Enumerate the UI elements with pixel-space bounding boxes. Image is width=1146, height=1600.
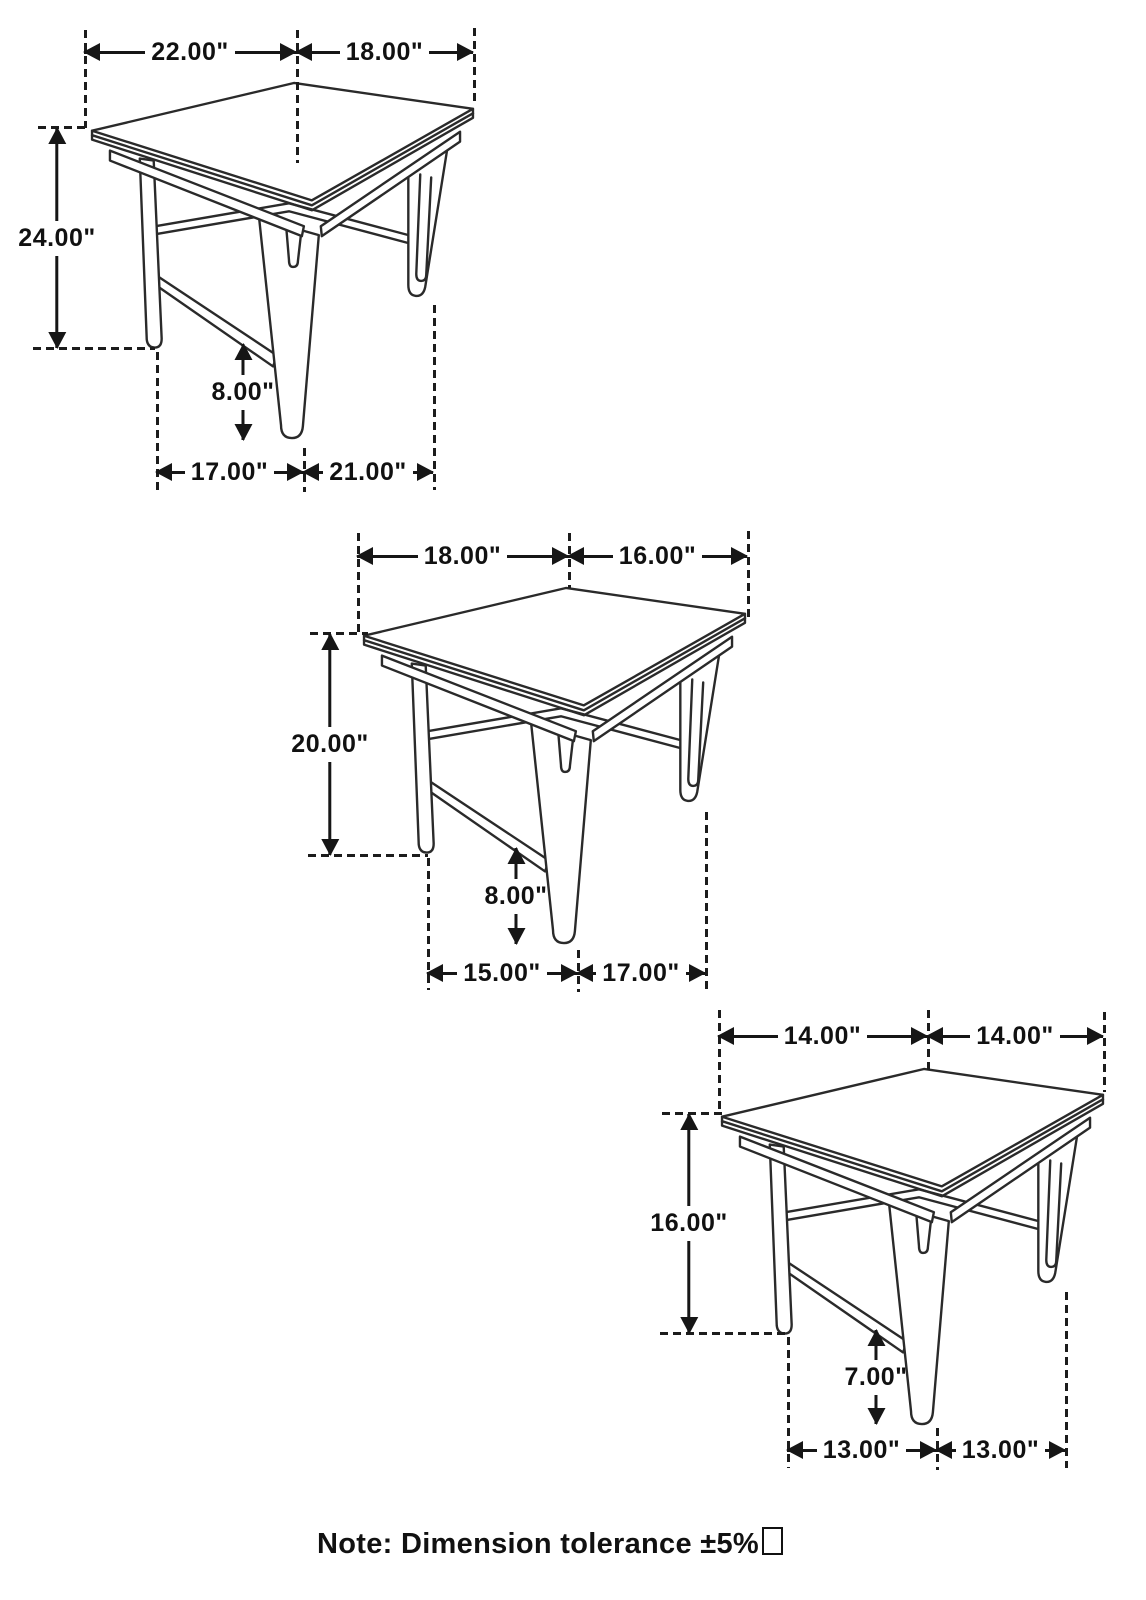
dim-side-height [291, 634, 368, 855]
dim-label: 24.00" [18, 223, 96, 252]
arrow-left-icon [568, 555, 613, 558]
extension-line [1103, 1012, 1106, 1092]
dim-side-height [18, 128, 95, 348]
dim-label: 8.00" [484, 881, 548, 910]
arrow-down-icon [55, 256, 58, 349]
dim-shelf-height [484, 848, 547, 944]
arrow-up-icon [328, 634, 331, 727]
tolerance-note-text: Note: Dimension tolerance ±5% [317, 1528, 759, 1560]
dim-top-width-left [84, 39, 296, 65]
dim-top-width-left [718, 1023, 927, 1049]
dim-side-height [650, 1114, 727, 1333]
dim-bottom-width-right [936, 1437, 1065, 1463]
dim-label: 18.00" [345, 37, 424, 66]
arrow-left-icon [357, 555, 418, 558]
dim-bottom-width-right [303, 459, 433, 485]
arrow-left-icon [303, 471, 323, 474]
dim-label: 13.00" [822, 1435, 901, 1464]
table-drawing-small [720, 1065, 1108, 1433]
dim-label: 17.00" [602, 958, 680, 987]
dim-top-width-right [927, 1023, 1103, 1049]
arrow-right-icon [686, 972, 705, 975]
arrow-left-icon [427, 972, 457, 975]
arrow-right-icon [1045, 1449, 1065, 1452]
dim-label: 20.00" [291, 730, 369, 758]
arrow-right-icon [507, 555, 568, 558]
dim-label: 8.00" [211, 377, 275, 406]
arrow-down-icon [874, 1395, 877, 1425]
arrow-left-icon [936, 1449, 956, 1452]
dim-bottom-width-left [156, 459, 303, 485]
dim-bottom-width-right [577, 960, 705, 986]
dim-label: 18.00" [423, 541, 502, 570]
arrow-left-icon [156, 471, 185, 474]
dim-bottom-width-left [787, 1437, 936, 1463]
dim-shelf-height [211, 344, 274, 440]
extension-line [473, 28, 476, 104]
dim-label: 17.00" [190, 457, 269, 486]
arrow-down-icon [328, 762, 331, 855]
arrow-right-icon [413, 471, 433, 474]
arrow-right-icon [235, 51, 296, 54]
arrow-right-icon [547, 972, 577, 975]
dim-label: 16.00" [618, 541, 697, 570]
arrow-up-icon [874, 1330, 877, 1360]
arrow-right-icon [867, 1035, 927, 1038]
dim-label: 13.00" [961, 1435, 1040, 1464]
arrow-right-icon [1060, 1035, 1103, 1038]
arrow-right-icon [906, 1449, 936, 1452]
dim-top-width-left [357, 543, 568, 569]
arrow-left-icon [577, 972, 596, 975]
extension-line [747, 531, 750, 617]
arrow-left-icon [84, 51, 145, 54]
dim-label: 14.00" [783, 1021, 862, 1050]
arrow-left-icon [787, 1449, 817, 1452]
arrow-up-icon [55, 128, 58, 221]
dim-label: 21.00" [329, 457, 407, 486]
table-drawing-medium [362, 584, 750, 952]
dim-shelf-height [844, 1330, 907, 1424]
missing-glyph-box-icon [762, 1527, 783, 1555]
arrow-right-icon [429, 51, 473, 54]
arrow-right-icon [274, 471, 303, 474]
arrow-down-icon [687, 1241, 690, 1333]
arrow-down-icon [514, 914, 517, 945]
arrow-left-icon [296, 51, 340, 54]
dim-bottom-width-left [427, 960, 577, 986]
dim-label: 14.00" [976, 1021, 1054, 1050]
dim-label: 7.00" [844, 1362, 908, 1391]
arrow-left-icon [927, 1035, 970, 1038]
arrow-left-icon [718, 1035, 778, 1038]
table-drawing-large [90, 79, 478, 447]
arrow-up-icon [687, 1114, 690, 1206]
dim-top-width-right [568, 543, 747, 569]
arrow-right-icon [702, 555, 747, 558]
dim-label: 22.00" [151, 37, 229, 66]
dim-label: 16.00" [650, 1209, 728, 1237]
tolerance-note [73, 1527, 1027, 1561]
arrow-up-icon [241, 344, 244, 375]
dim-label: 15.00" [463, 958, 541, 987]
arrow-down-icon [241, 410, 244, 441]
dim-top-width-right [296, 39, 473, 65]
arrow-up-icon [514, 848, 517, 879]
